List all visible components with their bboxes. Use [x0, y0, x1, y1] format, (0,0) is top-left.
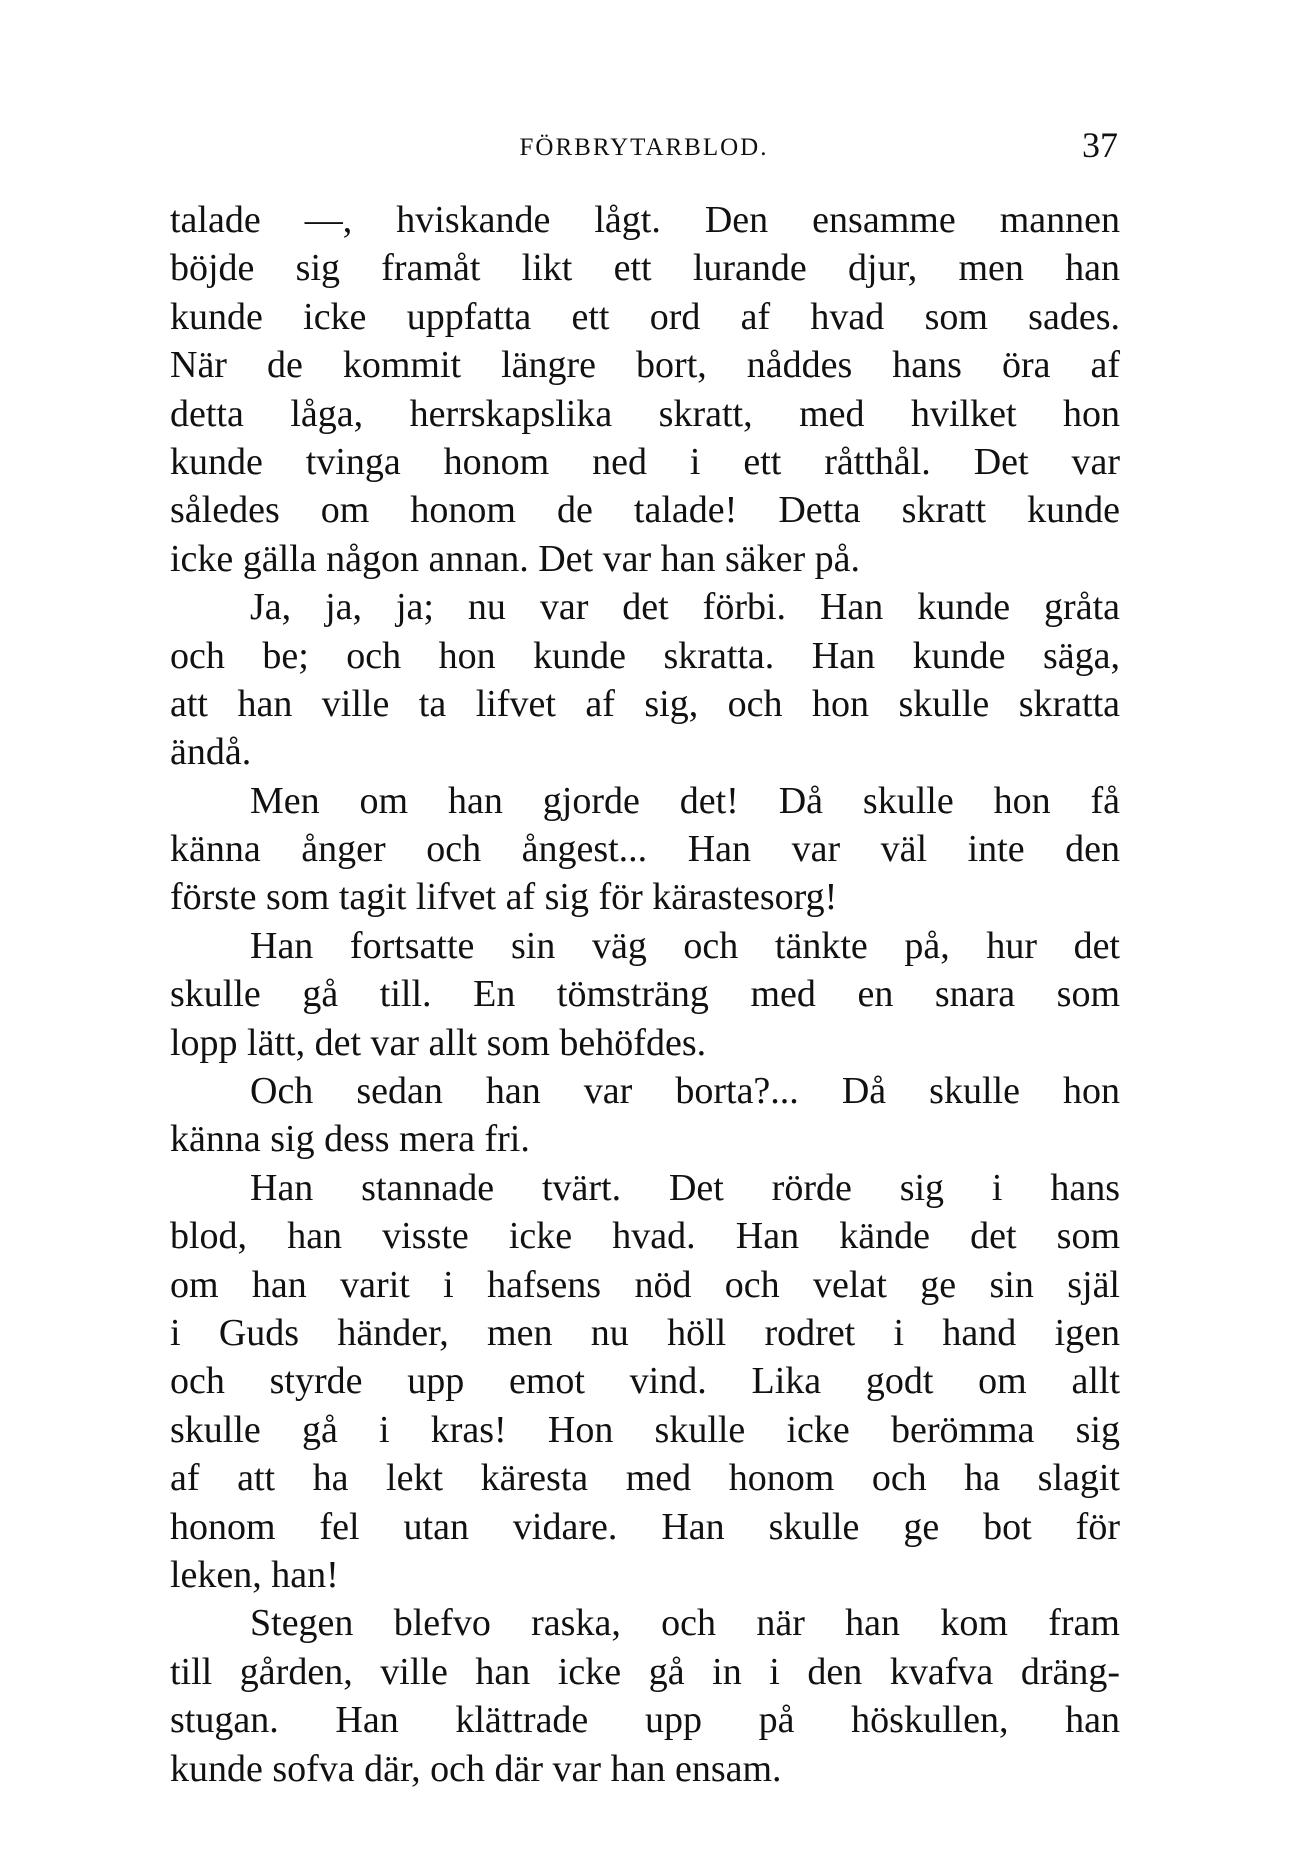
text-line: Han fortsatte sin väg och tänkte på, hur det [250, 924, 1120, 967]
text-line: således om honom de talade! Detta skratt kunde [170, 489, 1120, 532]
text-line: kunde tvinga honom ned i ett råtthål. Det var [170, 440, 1120, 483]
text-line: och be; och hon kunde skratta. Han kunde säga, [170, 634, 1120, 677]
text-line: af att ha lekt käresta med honom och ha slagit [170, 1457, 1120, 1500]
body-text [170, 196, 1120, 1793]
text-line: leken, han! [170, 1553, 339, 1596]
text-line: lopp lätt, det var allt som behöfdes. [170, 1021, 707, 1064]
text-line: förste som tagit lifvet af sig för kärastesorg! [170, 876, 838, 919]
text-line: skulle gå i kras! Hon skulle icke berömma sig [170, 1408, 1120, 1451]
text-line: Men om han gjorde det! Då skulle hon få [250, 779, 1120, 822]
running-head [170, 122, 1118, 172]
text-line: att han ville ta lifvet af sig, och hon skulle skratta [170, 682, 1120, 725]
text-line: blod, han visste icke hvad. Han kände det som [170, 1215, 1120, 1258]
running-title: FÖRBRYTARBLOD. [519, 134, 769, 161]
text-line: icke gälla någon annan. Det var han säker på. [170, 537, 861, 580]
text-line: stugan. Han klättrade upp på höskullen, han [170, 1699, 1120, 1742]
text-line: Och sedan han var borta?... Då skulle hon [250, 1070, 1120, 1113]
text-line: skulle gå till. En tömsträng med en snara som [170, 973, 1120, 1016]
text-line: om han varit i hafsens nöd och velat ge sin själ [170, 1263, 1120, 1306]
text-line: kunde sofva där, och där var han ensam. [170, 1747, 782, 1790]
text-line: När de kommit längre bort, nåddes hans öra af [170, 344, 1120, 387]
text-line: känna sig dess mera fri. [170, 1118, 530, 1161]
page-number: 37 [1082, 125, 1118, 165]
text-line: kunde icke uppfatta ett ord af hvad som sades. [170, 295, 1120, 338]
text-line: till gården, ville han icke gå in i den kvafva dräng- [170, 1650, 1120, 1693]
text-line: Stegen blefvo raska, och när han kom fram [250, 1602, 1120, 1645]
text-line: talade —, hviskande lågt. Den ensamme mannen [170, 199, 1120, 241]
text-line: honom fel utan vidare. Han skulle ge bot för [170, 1505, 1120, 1548]
text-line: i Guds händer, men nu höll rodret i hand igen [170, 1311, 1120, 1354]
text-line: böjde sig framåt likt ett lurande djur, men han [170, 247, 1120, 290]
text-line: detta låga, herrskapslika skratt, med hvilket hon [170, 392, 1120, 435]
text-line: Han stannade tvärt. Det rörde sig i hans [250, 1166, 1120, 1209]
text-line: och styrde upp emot vind. Lika godt om allt [170, 1360, 1120, 1403]
text-line: ändå. [170, 731, 252, 774]
text-line: Ja, ja, ja; nu var det förbi. Han kunde gråta [250, 586, 1120, 629]
text-line: känna ånger och ångest... Han var väl inte den [170, 828, 1120, 871]
